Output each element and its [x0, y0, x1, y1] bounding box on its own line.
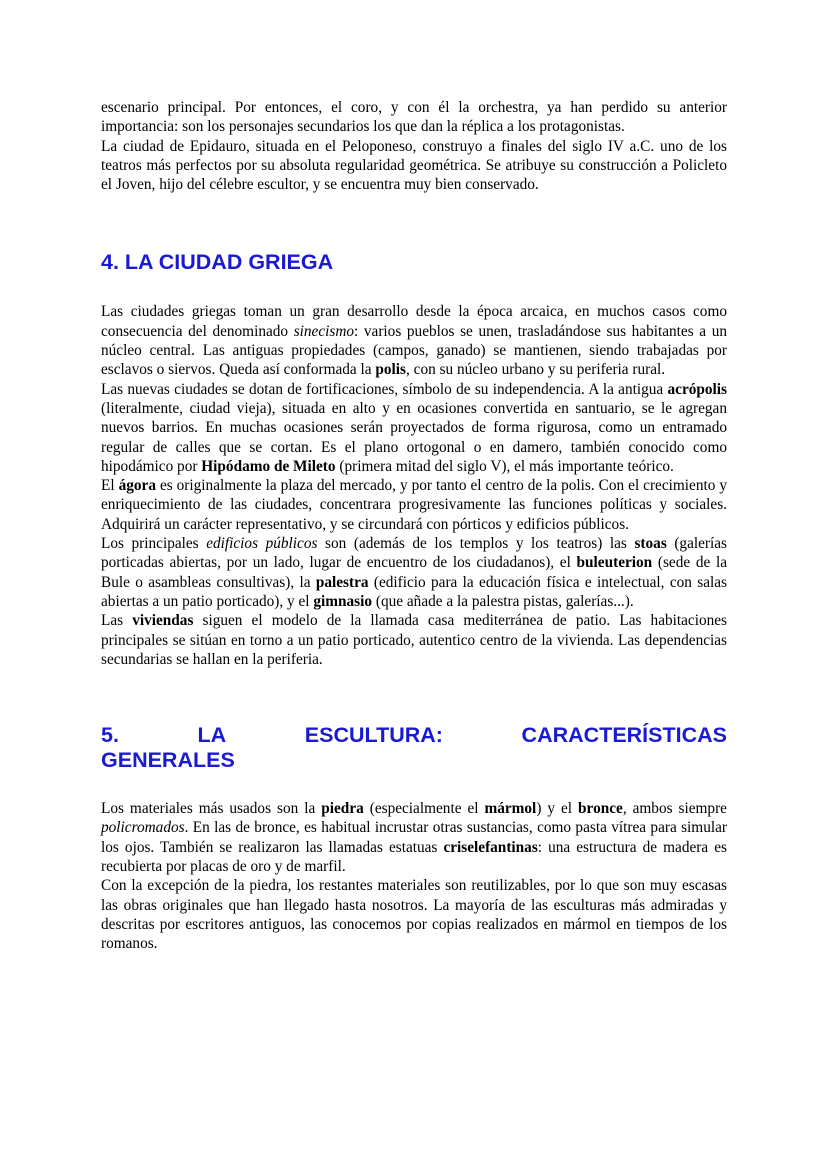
intro-paragraph-1: escenario principal. Por entonces, el coro, y con él la orchestra, ya han perdido su anterior importancia: son los personajes secundarios los que dan la réplica a los protagonistas. — [101, 99, 727, 136]
section-4-paragraph-5: Las viviendas siguen el modelo de la llamada casa mediterránea de patio. Las habitaciones principales se sitúan en torno a un patio porticado, autentico centro de la vivienda. Las dependencias secundarias se hallan en la periferia. — [101, 612, 727, 668]
section-5-paragraph-2: Con la excepción de la piedra, los restantes materiales son reutilizables, por lo que son muy escasas las obras originales que han llegado hasta nosotros. La mayoría de las esculturas más admiradas y descritas por escritores antiguos, las conocemos por copias realizados en mármol en tiempos de los romanos. — [101, 877, 727, 953]
section-5-paragraph-1: Los materiales más usados son la piedra (especialmente el mármol) y el bronce, ambos siempre policromados. En las de bronce, es habitual incrustar otras sustancias, como pasta vítrea para simular los ojos. También se realizaron las llamadas estatuas criselefantinas: una estructura de madera es recubierta por placas de oro y de marfil. — [101, 800, 727, 876]
section-5-heading-line-2: GENERALES — [101, 748, 235, 773]
section-4-paragraph-2: Las nuevas ciudades se dotan de fortificaciones, símbolo de su independencia. A la antigua acrópolis (literalmente, ciudad vieja), situada en alto y en ocasiones convertida en santuario, se le agregan nuevos barrios. En muchas ocasiones serán proyectados de forma rigurosa, como un entramado regular de calles que se cortan. Es el plano ortogonal o en damero, también conocido como hipodámico por Hipódamo de Mileto (primera mitad del siglo V), el más importante teórico. — [101, 380, 727, 475]
section-4-paragraph-3: El ágora es originalmente la plaza del mercado, y por tanto el centro de la polis. Con el crecimiento y enriquecimiento de las ciudades, concentrara progresivamente las funciones políticas y sociales. Adquirirá un carácter representativo, y se circundará con pórticos y edificios públicos. — [101, 477, 727, 533]
section-4-paragraph-4: Los principales edificios públicos son (además de los templos y los teatros) las stoas (galerías porticadas abiertas, por un lado, lugar de encuentro de los ciudadanos), el buleuterion (sede de la Bule o asambleas consultivas), la palestra (edificio para la educación física e intelectual, con salas abiertas a un patio porticado), y el gimnasio (que añade a la palestra pistas, galerías...). — [101, 535, 727, 610]
section-5-heading-word: CARACTERÍSTICAS — [521, 723, 727, 748]
document-page — [101, 98, 727, 954]
section-4-paragraph-1: Las ciudades griegas toman un gran desarrollo desde la época arcaica, en muchos casos como consecuencia del denominado sinecismo: varios pueblos se unen, trasladándose sus habitantes a un núcleo central. Las antiguas propiedades (campos, ganado) se mantienen, siendo trabajadas por esclavos o siervos. Queda así conformada la polis, con su núcleo urbano y su periferia rural. — [101, 303, 727, 379]
section-5-heading — [101, 723, 727, 773]
section-5-heading-word: LA — [197, 723, 227, 748]
section-4-heading: 4. LA CIUDAD GRIEGA — [101, 250, 334, 275]
section-5-heading-word: ESCULTURA: — [304, 723, 443, 748]
section-5-heading-word: 5. — [101, 723, 119, 748]
intro-paragraph-2: La ciudad de Epidauro, situada en el Peloponeso, construyo a finales del siglo IV a.C. uno de los teatros más perfectos por su absoluta regularidad geométrica. Se atribuye su construcción a Policleto el Joven, hijo del célebre escultor, y se encuentra muy bien conservado. — [101, 137, 727, 194]
